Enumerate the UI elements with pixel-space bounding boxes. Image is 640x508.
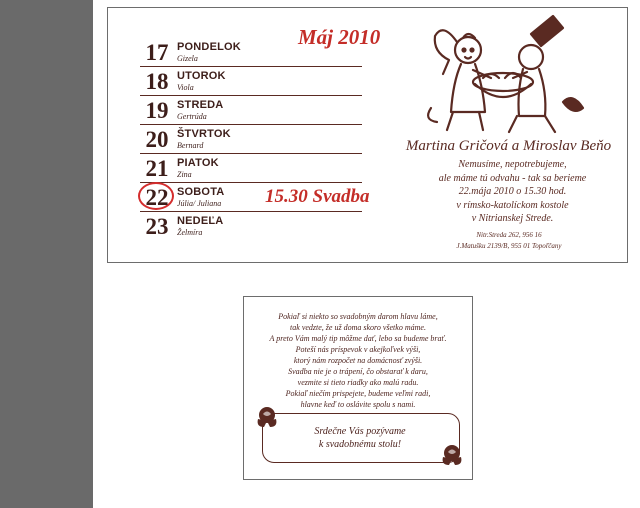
wedding-event-label: 15.30 Svadba bbox=[265, 186, 370, 207]
invite-line: k svadobnému stolu! bbox=[318, 439, 402, 450]
gift-poem bbox=[248, 311, 468, 410]
message-line: v Nitrianskej Strede. bbox=[471, 213, 554, 224]
rose-icon bbox=[254, 405, 280, 429]
message-line: 22.mája 2010 o 15.30 hod. bbox=[458, 186, 567, 197]
message-line: v rímsko-katolíckom kostole bbox=[456, 199, 569, 211]
poem-line: tak vedzte, že už doma skoro všetko máme. bbox=[290, 323, 426, 332]
gift-poem-card bbox=[243, 296, 473, 480]
day-name: ŠTVRTOK bbox=[177, 128, 231, 140]
calendar-days bbox=[140, 38, 362, 240]
name-day: Viola bbox=[177, 83, 194, 92]
invitation-message bbox=[410, 158, 615, 226]
rose-icon bbox=[439, 443, 465, 467]
poem-line: Pokiaľ niečím prispejete, budeme veľmi radi, bbox=[285, 389, 431, 398]
day-number: 23 bbox=[145, 214, 169, 239]
addresses bbox=[414, 230, 604, 252]
day-name: UTOROK bbox=[177, 70, 226, 82]
calendar-row bbox=[140, 212, 362, 240]
name-day: Gertrúda bbox=[177, 112, 207, 121]
name-day: Júlia/ Juliana bbox=[177, 199, 222, 208]
poem-line: vezmite si tieto riadky ako malú radu. bbox=[297, 378, 419, 387]
name-day: Želmíra bbox=[177, 228, 203, 237]
day-name: STREDA bbox=[177, 99, 224, 111]
poem-line: Svadba nie je o trápení, čo obstarať k daru, bbox=[288, 367, 428, 376]
poem-line: Pokiaľ si niekto so svadobným darom hlavu láme, bbox=[278, 312, 438, 321]
viewer-sidebar bbox=[0, 0, 93, 508]
name-day: Gizela bbox=[177, 54, 198, 63]
table-invitation bbox=[280, 425, 440, 451]
couple-names: Martina Gričová a Miroslav Beňo bbox=[405, 138, 612, 154]
poem-line: ktorý nám rozpočet na domácnosť zvýši. bbox=[293, 356, 423, 365]
day-number: 21 bbox=[145, 156, 169, 181]
day-number: 22 bbox=[145, 185, 169, 210]
day-number: 17 bbox=[145, 40, 169, 65]
month-title: Máj 2010 bbox=[298, 25, 381, 49]
day-name: SOBOTA bbox=[177, 186, 225, 198]
calendar-invitation-card bbox=[107, 7, 628, 263]
calendar-row bbox=[140, 125, 362, 154]
message-line: ale máme tú odvahu - tak sa berieme bbox=[438, 172, 587, 184]
calendar-row bbox=[140, 67, 362, 96]
poem-line: hlavne keď to oslávite spolu s nami. bbox=[300, 400, 416, 409]
day-name: PONDELOK bbox=[177, 41, 241, 53]
day-number: 18 bbox=[145, 69, 169, 94]
day-name: NEDEĽA bbox=[177, 215, 224, 227]
name-day: Zina bbox=[177, 170, 192, 179]
invite-line: Srdečne Vás pozývame bbox=[314, 426, 406, 437]
address-line: J.Matušku 2139/B, 955 01 Topoľčany bbox=[456, 242, 562, 250]
poem-line: A preto Vám malý tip môžme dať, lebo sa budeme brať. bbox=[269, 334, 447, 343]
day-number: 19 bbox=[145, 98, 169, 123]
calendar-row bbox=[140, 96, 362, 125]
bride-groom-illustration bbox=[413, 12, 593, 137]
calendar-row bbox=[140, 154, 362, 183]
address-line: Nitr.Streda 262, 956 16 bbox=[476, 231, 542, 239]
day-number: 20 bbox=[145, 127, 169, 152]
poem-line: Poteší nás príspevok v akejkoľvek výši, bbox=[295, 345, 421, 354]
day-name: PIATOK bbox=[177, 157, 219, 169]
message-line: Nemusíme, nepotrebujeme, bbox=[458, 159, 567, 170]
name-day: Bernard bbox=[177, 141, 204, 150]
